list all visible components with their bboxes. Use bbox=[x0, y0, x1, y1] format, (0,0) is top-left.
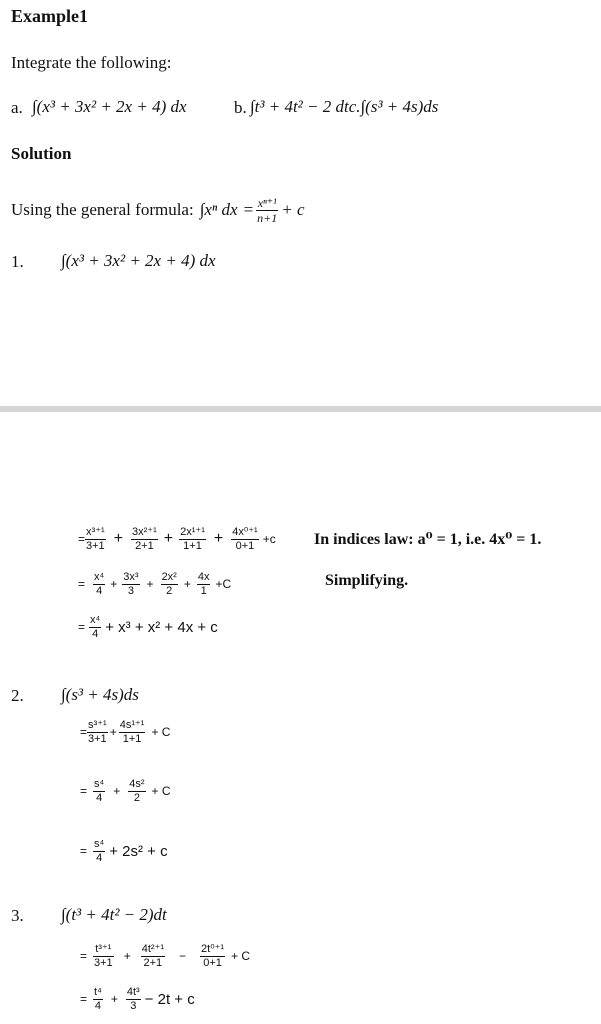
plus-sign: + bbox=[183, 577, 191, 591]
numerator: 4t²⁺¹ bbox=[141, 942, 165, 955]
item1-expression: ∫(x³ + 3x² + 2x + 4) dx bbox=[61, 251, 216, 270]
item1-line2-term2 bbox=[122, 572, 139, 597]
denominator: 3 bbox=[127, 584, 134, 597]
plus-sign: + bbox=[146, 577, 154, 591]
item1-line3-rest: + x³ + x² + 4x + c bbox=[105, 618, 218, 636]
numerator: x³⁺¹ bbox=[86, 525, 105, 538]
plus-sign: + bbox=[110, 577, 118, 591]
item3-line1-term3 bbox=[200, 944, 225, 969]
item3-line2-term1 bbox=[93, 987, 103, 1012]
item2-line1-term1 bbox=[87, 720, 108, 745]
item3-expression: ∫(t³ + 4t² − 2)dt bbox=[61, 905, 167, 924]
numerator: 2x² bbox=[161, 570, 177, 583]
numerator: 4x⁰⁺¹ bbox=[232, 525, 258, 538]
numerator: t⁴ bbox=[94, 985, 102, 998]
equals-sign: = bbox=[80, 725, 88, 739]
denominator: 1+1 bbox=[183, 539, 202, 552]
numerator: s⁴ bbox=[94, 777, 105, 790]
solution-heading: Solution bbox=[11, 144, 72, 163]
indices-law-note: In indices law: a⁰ = 1, i.e. 4x⁰ = 1. bbox=[314, 531, 542, 548]
plus-sign: + bbox=[163, 530, 174, 547]
formula-integral: ∫xⁿ dx bbox=[199, 200, 238, 219]
item1-line1-term1 bbox=[85, 527, 106, 552]
denominator: 2+1 bbox=[143, 956, 163, 969]
equals-sign: = bbox=[80, 784, 88, 798]
denominator: 3+1 bbox=[94, 956, 113, 969]
denominator: 3+1 bbox=[88, 732, 107, 745]
denominator: 0+1 bbox=[235, 539, 255, 552]
minus-sign: − bbox=[179, 949, 187, 963]
item1-line1-term3 bbox=[179, 527, 206, 552]
formula-denominator: n+1 bbox=[257, 210, 278, 225]
plus-c: +C bbox=[215, 577, 232, 591]
numerator: 4t³ bbox=[126, 985, 140, 998]
plus-c: + C bbox=[151, 784, 171, 798]
item1-line2-term3 bbox=[161, 572, 178, 597]
denominator: 0+1 bbox=[203, 956, 222, 969]
plus-sign: + bbox=[110, 992, 118, 1006]
plus-sign: + bbox=[213, 530, 224, 547]
item2-label: 2. bbox=[11, 686, 24, 705]
formula-plus-c: + c bbox=[281, 200, 305, 219]
item1-line1 bbox=[78, 520, 276, 558]
plus-sign: + bbox=[109, 725, 117, 739]
numerator: s⁴ bbox=[94, 837, 105, 850]
plus-sign: + bbox=[123, 949, 131, 963]
numerator: t³⁺¹ bbox=[93, 944, 114, 957]
equals-sign: = bbox=[80, 949, 88, 963]
item1-line3 bbox=[78, 608, 218, 646]
equals-sign: = bbox=[78, 577, 86, 591]
problem-b-label: b. bbox=[234, 98, 247, 117]
item3-line2-rest: − 2t + c bbox=[144, 990, 195, 1008]
page-divider bbox=[0, 406, 601, 412]
item2-line1-term2 bbox=[119, 720, 146, 745]
denominator: 1 bbox=[200, 584, 207, 597]
page-title: Example1 bbox=[11, 6, 89, 26]
problem-b-expression: ∫t³ + 4t² − 2 dtc.∫(s³ + 4s)ds bbox=[250, 97, 439, 116]
item3-line1-term1 bbox=[93, 944, 114, 969]
numerator: x⁴ bbox=[94, 570, 105, 583]
item2-line3 bbox=[80, 832, 168, 870]
item1-label: 1. bbox=[11, 252, 24, 271]
item2-line2 bbox=[80, 772, 171, 810]
denominator: 4 bbox=[96, 584, 103, 597]
formula-fraction bbox=[256, 197, 278, 224]
numerator: 2t⁰⁺¹ bbox=[201, 942, 225, 955]
item3-line1-term2 bbox=[141, 944, 165, 969]
equals-sign: = bbox=[80, 844, 88, 858]
formula-numerator: xⁿ⁺¹ bbox=[257, 195, 277, 210]
plus-sign: + bbox=[113, 784, 121, 798]
simplifying-note: Simplifying. bbox=[325, 572, 409, 589]
denominator: 1+1 bbox=[122, 732, 142, 745]
numerator: 3x³ bbox=[123, 570, 139, 583]
item3-line2-term2 bbox=[126, 987, 141, 1012]
item1-line3-fraction bbox=[89, 615, 101, 640]
formula-equals: = bbox=[243, 200, 254, 219]
numerator: 4x bbox=[197, 570, 210, 583]
item1-line1-term4 bbox=[231, 527, 259, 552]
general-formula bbox=[11, 192, 305, 228]
denominator: 4 bbox=[94, 999, 101, 1012]
equals-sign: = bbox=[78, 532, 86, 546]
numerator: 4s² bbox=[129, 777, 145, 790]
numerator: 4s¹⁺¹ bbox=[119, 718, 145, 731]
plus-sign: + bbox=[113, 530, 124, 547]
denominator: 3+1 bbox=[86, 539, 105, 552]
equals-sign: = bbox=[78, 620, 86, 634]
numerator: x⁴ bbox=[90, 613, 101, 626]
item1-line2-term1 bbox=[93, 572, 105, 597]
denominator: 4 bbox=[96, 851, 103, 864]
numerator: s³⁺¹ bbox=[88, 718, 107, 731]
formula-text: Using the general formula: bbox=[11, 200, 194, 219]
problem-a-label: a. bbox=[11, 98, 23, 117]
item2-line1 bbox=[80, 713, 170, 751]
numerator: 3x²⁺¹ bbox=[132, 525, 157, 538]
plus-c: +c bbox=[262, 532, 276, 546]
item3-line1 bbox=[80, 937, 250, 975]
denominator: 4 bbox=[96, 791, 103, 804]
equals-sign: = bbox=[80, 992, 88, 1006]
item1-line2 bbox=[78, 565, 231, 603]
item2-line2-term1 bbox=[93, 779, 105, 804]
item2-line3-rest: + 2s² + c bbox=[109, 842, 168, 860]
item3-line2 bbox=[80, 980, 195, 1018]
item2-expression: ∫(s³ + 4s)ds bbox=[61, 685, 139, 704]
denominator: 3 bbox=[130, 999, 137, 1012]
item3-label: 3. bbox=[11, 906, 24, 925]
denominator: 2 bbox=[166, 584, 173, 597]
plus-c: + C bbox=[231, 949, 251, 963]
instruction-text: Integrate the following: bbox=[11, 53, 172, 72]
denominator: 4 bbox=[92, 627, 99, 640]
item2-line3-fraction bbox=[93, 839, 105, 864]
plus-c: + C bbox=[151, 725, 171, 739]
item1-line1-term2 bbox=[131, 527, 158, 552]
denominator: 2 bbox=[133, 791, 140, 804]
item1-line2-term4 bbox=[197, 572, 211, 597]
denominator: 2+1 bbox=[135, 539, 154, 552]
problem-a-expression: ∫(x³ + 3x² + 2x + 4) dx bbox=[32, 97, 187, 116]
item2-line2-term2 bbox=[128, 779, 145, 804]
numerator: 2x¹⁺¹ bbox=[180, 525, 205, 538]
